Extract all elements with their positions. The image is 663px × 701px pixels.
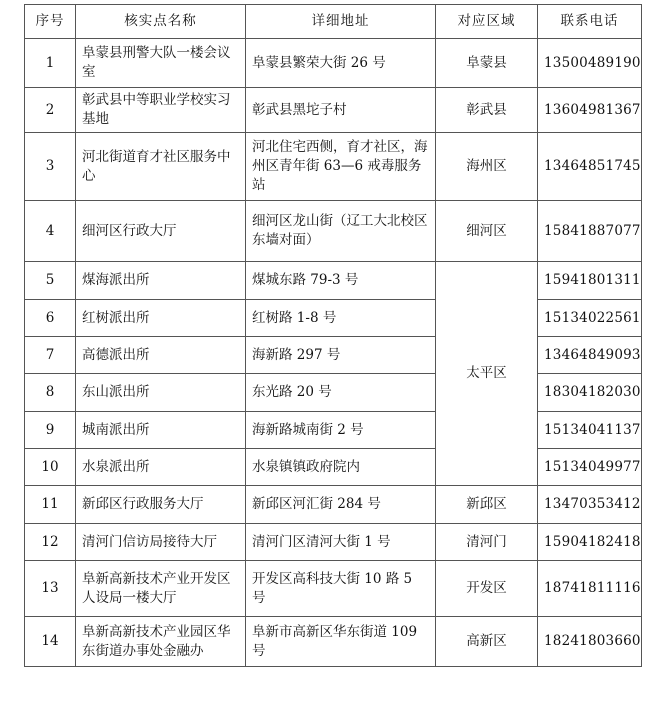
row-name: 阜新高新技术产业园区华东街道办事处金融办 [76, 617, 246, 667]
row-name: 煤海派出所 [76, 262, 246, 300]
row-index: 1 [25, 39, 76, 88]
row-address: 河北住宅西侧，育才社区，海州区青年街 63—6 戒毒服务站 [246, 133, 436, 201]
row-address: 煤城东路 79-3 号 [246, 262, 436, 300]
header-area: 对应区域 [436, 5, 538, 39]
row-name: 高德派出所 [76, 337, 246, 374]
row-name: 阜新高新技术产业开发区人设局一楼大厅 [76, 561, 246, 617]
row-area: 海州区 [436, 133, 538, 201]
row-area: 太平区 [436, 262, 538, 486]
row-area: 高新区 [436, 617, 538, 667]
table-row [25, 524, 642, 561]
row-name: 新邱区行政服务大厅 [76, 486, 246, 524]
row-index: 7 [25, 337, 76, 374]
row-index: 5 [25, 262, 76, 300]
row-phone: 13464851745 [538, 133, 642, 201]
row-index: 12 [25, 524, 76, 561]
row-name: 细河区行政大厅 [76, 201, 246, 262]
verification-points-table [24, 4, 642, 667]
row-phone: 18241803660 [538, 617, 642, 667]
row-name: 红树派出所 [76, 300, 246, 337]
table-row [25, 374, 642, 412]
row-address: 红树路 1-8 号 [246, 300, 436, 337]
row-phone: 13470353412 [538, 486, 642, 524]
row-address: 开发区高科技大街 10 路 5 号 [246, 561, 436, 617]
row-address: 水泉镇镇政府院内 [246, 449, 436, 486]
table-row [25, 88, 642, 133]
table-row [25, 561, 642, 617]
row-phone: 15134049977 [538, 449, 642, 486]
header-index: 序号 [25, 5, 76, 39]
row-index: 2 [25, 88, 76, 133]
row-address: 东光路 20 号 [246, 374, 436, 412]
row-name: 清河门信访局接待大厅 [76, 524, 246, 561]
table-row [25, 300, 642, 337]
row-area: 细河区 [436, 201, 538, 262]
row-area: 清河门 [436, 524, 538, 561]
row-phone: 13604981367 [538, 88, 642, 133]
header-address: 详细地址 [246, 5, 436, 39]
row-address: 彰武县黑坨子村 [246, 88, 436, 133]
row-name: 彰武县中等职业学校实习基地 [76, 88, 246, 133]
row-address: 阜新市高新区华东街道 109 号 [246, 617, 436, 667]
row-phone: 18741811116 [538, 561, 642, 617]
row-address: 细河区龙山街（辽工大北校区东墙对面） [246, 201, 436, 262]
table-row [25, 617, 642, 667]
row-address: 新邱区河汇街 284 号 [246, 486, 436, 524]
header-row [25, 5, 642, 39]
row-index: 11 [25, 486, 76, 524]
row-index: 3 [25, 133, 76, 201]
row-phone: 15941801311 [538, 262, 642, 300]
row-index: 6 [25, 300, 76, 337]
table-row [25, 201, 642, 262]
row-area: 开发区 [436, 561, 538, 617]
row-phone: 18304182030 [538, 374, 642, 412]
table-row [25, 133, 642, 201]
row-index: 10 [25, 449, 76, 486]
row-area: 新邱区 [436, 486, 538, 524]
row-address: 海新路城南街 2 号 [246, 412, 436, 449]
row-address: 海新路 297 号 [246, 337, 436, 374]
table-row [25, 449, 642, 486]
table-row [25, 39, 642, 88]
row-address: 阜蒙县繁荣大街 26 号 [246, 39, 436, 88]
row-name: 东山派出所 [76, 374, 246, 412]
row-phone: 15134022561 [538, 300, 642, 337]
row-area: 彰武县 [436, 88, 538, 133]
row-phone: 13464849093 [538, 337, 642, 374]
row-index: 4 [25, 201, 76, 262]
row-phone: 15841887077 [538, 201, 642, 262]
row-name: 河北街道育才社区服务中心 [76, 133, 246, 201]
row-index: 14 [25, 617, 76, 667]
header-name: 核实点名称 [76, 5, 246, 39]
table-row [25, 337, 642, 374]
table-row [25, 262, 642, 300]
row-phone: 15134041137 [538, 412, 642, 449]
table-row [25, 412, 642, 449]
row-index: 9 [25, 412, 76, 449]
table-row [25, 486, 642, 524]
row-name: 城南派出所 [76, 412, 246, 449]
row-address: 清河门区清河大街 1 号 [246, 524, 436, 561]
row-index: 8 [25, 374, 76, 412]
row-index: 13 [25, 561, 76, 617]
row-phone: 13500489190 [538, 39, 642, 88]
row-phone: 15904182418 [538, 524, 642, 561]
row-area: 阜蒙县 [436, 39, 538, 88]
row-name: 水泉派出所 [76, 449, 246, 486]
header-phone: 联系电话 [538, 5, 642, 39]
row-name: 阜蒙县刑警大队一楼会议室 [76, 39, 246, 88]
